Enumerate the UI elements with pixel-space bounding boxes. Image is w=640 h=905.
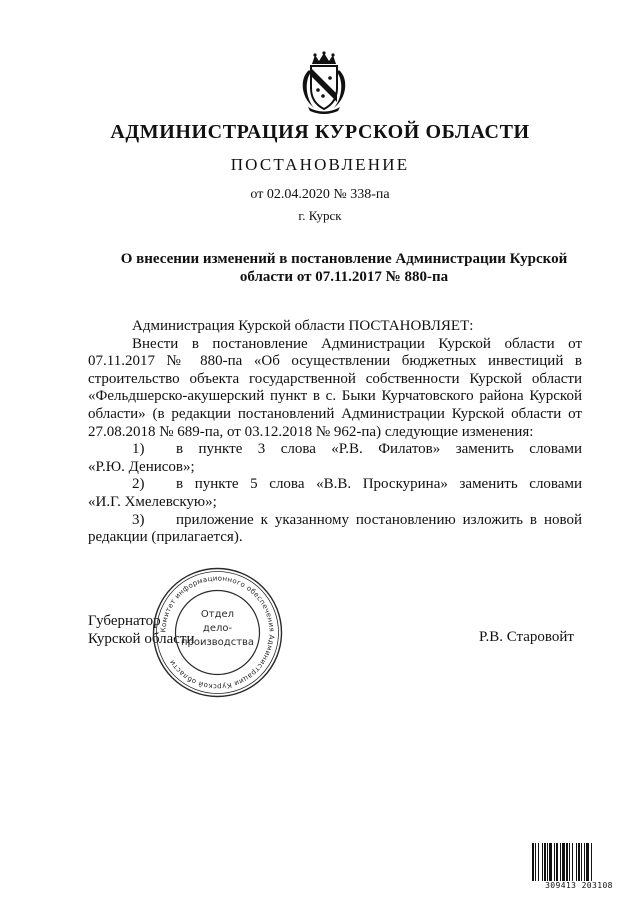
barcode-bars xyxy=(531,843,627,881)
document-subject xyxy=(108,250,580,286)
list-item-continuation: «Р.Ю. Денисов»; xyxy=(88,458,195,475)
coat-of-arms-emblem xyxy=(298,50,350,114)
signatory-title-line-1: Губернатор xyxy=(88,613,161,629)
list-item-text: в пункте 3 слова «Р.В. Филатов» заменить словами xyxy=(176,441,582,458)
preamble: Администрация Курской области ПОСТАНОВЛЯЕТ: xyxy=(132,318,474,334)
barcode xyxy=(531,843,627,893)
organization-name: АДМИНИСТРАЦИЯ КУРСКОЙ ОБЛАСТИ xyxy=(110,121,530,143)
list-item-text: в пункте 5 слова «В.В. Проскурина» заменить словами xyxy=(176,476,582,493)
list-item xyxy=(88,441,582,476)
list-item xyxy=(88,476,582,511)
svg-text:Комитет информационного обеспе: Комитет информационного обеспечения Администрации Курской области xyxy=(159,574,276,691)
stamp-text-line-2: дело- xyxy=(202,623,233,634)
main-paragraph: Внести в постановление Администрации Курской области от 07.11.2017 № 880-па «Об осуществлении бюджетных инвестиций в строительство объекта государственной собственности Курской области «Фельдшерско-акушерский пункт в с. Быки Курчатовского района Курской области» (в редакции постановлений Администрации Курской области от 27.08.2018 № 689-па, от 03.12.2018 № 962-па) следующие изменения: xyxy=(88,335,582,440)
office-stamp xyxy=(150,565,285,700)
list-item-continuation: редакции (прилагается). xyxy=(88,529,243,546)
stamp-text-line-1: Отдел xyxy=(200,609,235,620)
document-type: ПОСТАНОВЛЕНИЕ xyxy=(230,155,410,174)
list-item-number: 1) xyxy=(132,441,145,458)
list-item-continuation: «И.Г. Хмелевскую»; xyxy=(88,493,217,510)
document-body xyxy=(88,318,582,547)
signatory-title-line-2: Курской области xyxy=(88,631,195,647)
subject-line-1: О внесении изменений в постановление Администрации Курской xyxy=(120,251,568,267)
change-list xyxy=(88,441,582,547)
signatory-name: Р.В. Старовойт xyxy=(479,629,574,645)
list-item-number: 2) xyxy=(132,476,145,493)
barcode-number: 309413 203108 xyxy=(545,881,613,890)
list-item-text: приложение к указанному постановлению изложить в новой xyxy=(176,511,582,528)
stamp-text-line-3: производства xyxy=(180,637,255,648)
list-item xyxy=(88,512,582,547)
subject-line-2: области от 07.11.2017 № 880-па xyxy=(239,269,449,285)
document-city: г. Курск xyxy=(298,208,342,223)
list-item-number: 3) xyxy=(132,511,145,528)
document-date-number: от 02.04.2020 № 338-па xyxy=(250,187,390,202)
